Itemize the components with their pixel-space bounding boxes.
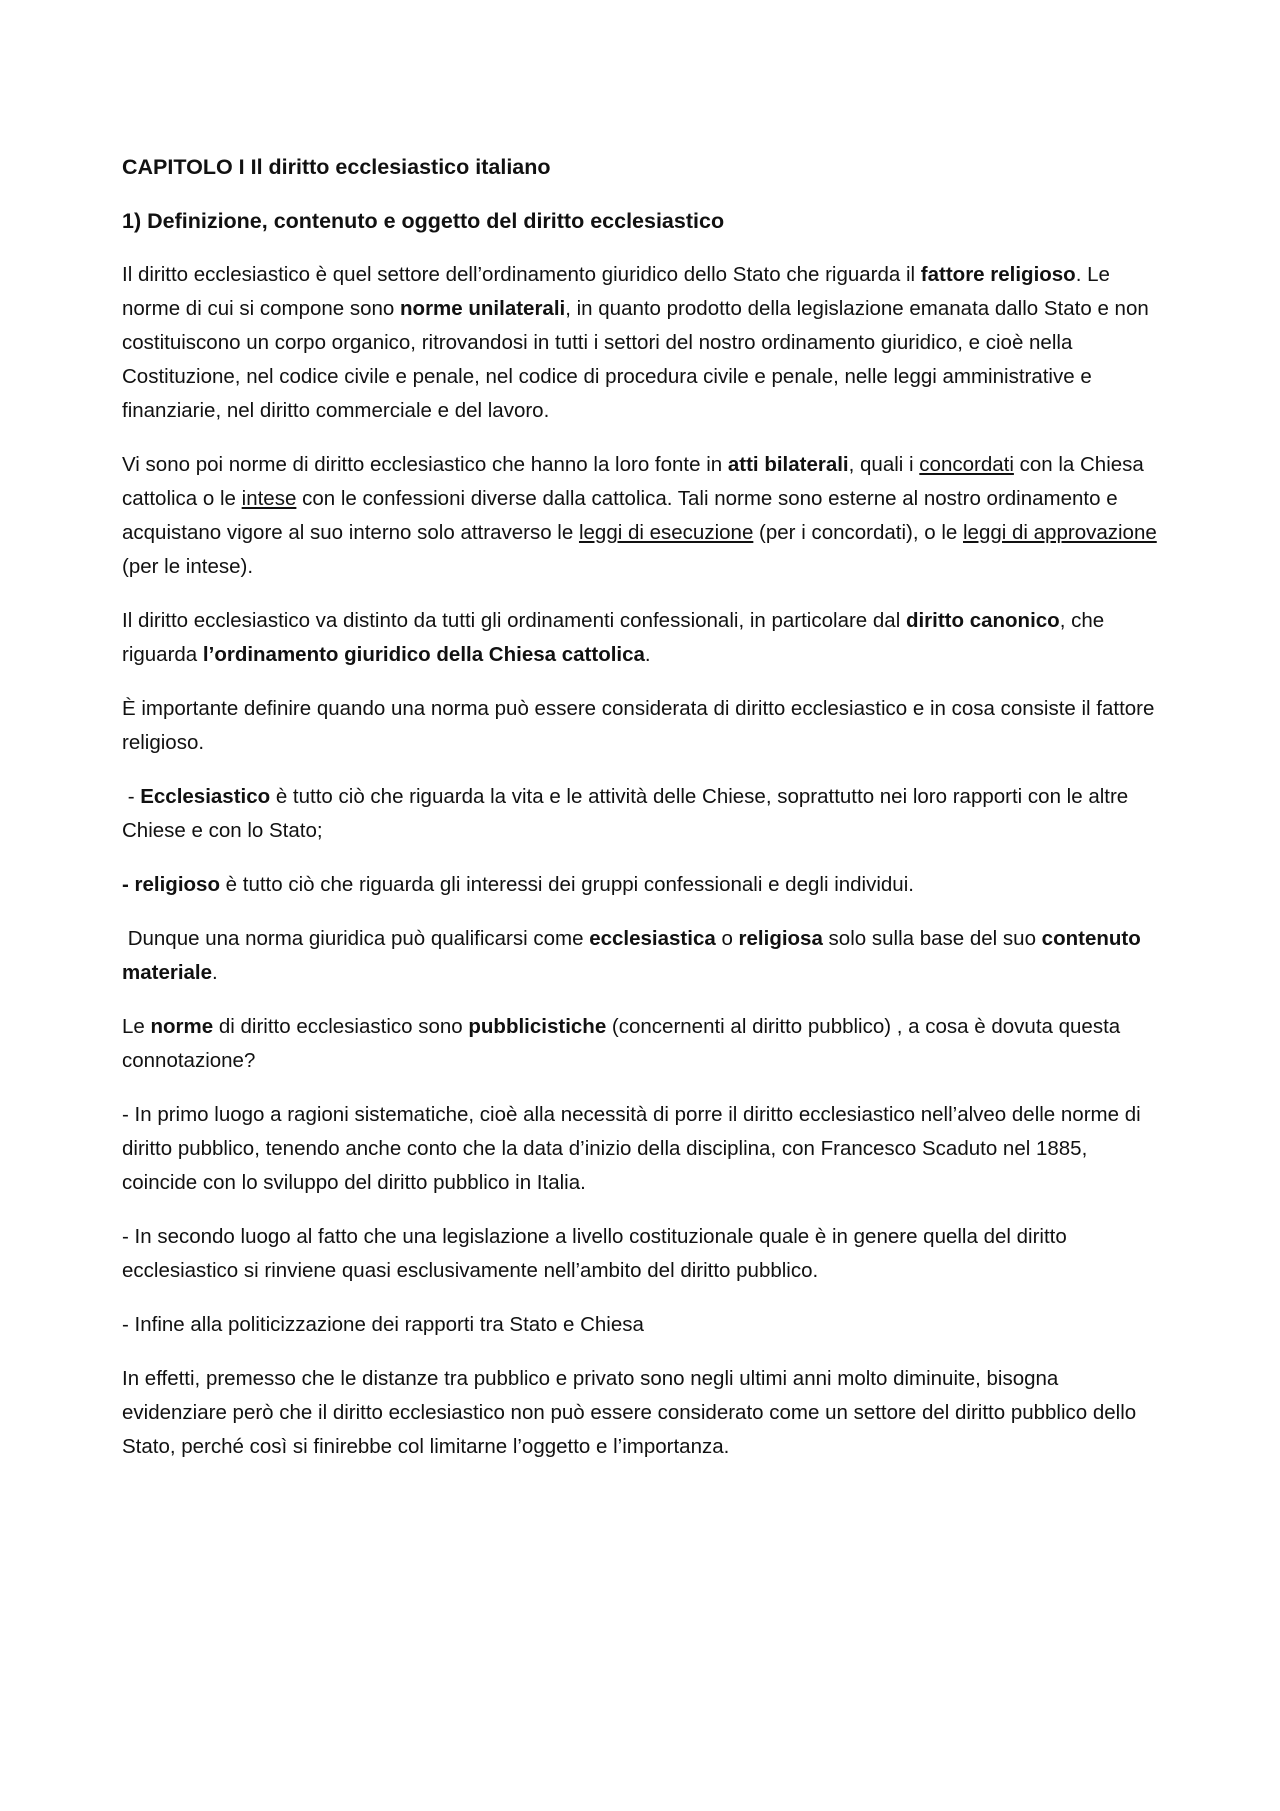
paragraph-canon-law: Il diritto ecclesiastico va distinto da tutti gli ordinamenti confessionali, in particolare dal diritto canonico, che riguarda l’ordinamento giuridico della Chiesa cattolica. xyxy=(122,609,1105,666)
paragraph-public-law: Le norme di diritto ecclesiastico sono pubblicistiche (concernenti al diritto pubblico) , a cosa è dovuta questa connotazione? xyxy=(122,1015,1121,1072)
paragraph-importance: È importante definire quando una norma può essere considerata di diritto ecclesiastico e in cosa consiste il fattore religioso. xyxy=(122,697,1155,754)
bold-term: Ecclesiastico xyxy=(140,785,271,808)
paragraph-religioso: - religioso è tutto ciò che riguarda gli interessi dei gruppi confessionali e degli individui. xyxy=(122,873,914,896)
paragraph-qualification: Dunque una norma giuridica può qualificarsi come ecclesiastica o religiosa solo sulla base del suo contenuto materiale. xyxy=(122,927,1141,984)
paragraph-conclusion: In effetti, premesso che le distanze tra pubblico e privato sono negli ultimi anni molto diminuite, bisogna evidenziare però che il diritto ecclesiastico non può essere considerato come un settore del diritto pubblico dello Stato, perché così si finirebbe col limitarne l’oggetto e l’importanza. xyxy=(122,1367,1137,1458)
chapter-title: CAPITOLO I Il diritto ecclesiastico italiano xyxy=(122,155,551,179)
paragraph-definition: Il diritto ecclesiastico è quel settore dell’ordinamento giuridico dello Stato che riguarda il fattore religioso. Le norme di cui si compone sono norme unilaterali, in quanto prodotto della legislazione emanata dallo Stato e non costituiscono un corpo organico, ritrovandosi in tutti i settori del nostro ordinamento giuridico, e cioè nella Costituzione, nel codice civile e penale, nel codice di procedura civile e penale, nelle leggi amministrative e finanziarie, nel diritto commerciale e del lavoro. xyxy=(122,263,1149,422)
bold-term: norme xyxy=(150,1015,214,1038)
underlined-term: leggi di approvazione xyxy=(963,521,1157,544)
section-title: 1) Definizione, contenuto e oggetto del diritto ecclesiastico xyxy=(122,209,725,233)
bold-term: norme unilaterali xyxy=(400,297,566,320)
underlined-term: concordati xyxy=(919,453,1014,476)
paragraph-reason-3: - Infine alla politicizzazione dei rapporti tra Stato e Chiesa xyxy=(122,1313,644,1336)
bold-term: fattore religioso xyxy=(920,263,1076,286)
paragraph-ecclesiastico: - Ecclesiastico è tutto ciò che riguarda la vita e le attività delle Chiese, soprattutto nei loro rapporti con le altre Chiese e con lo Stato; xyxy=(122,785,1129,842)
bold-term: l’ordinamento giuridico della Chiesa cattolica xyxy=(202,643,645,666)
bold-term: pubblicistiche xyxy=(468,1015,607,1038)
bold-term: religiosa xyxy=(738,927,823,950)
bold-term: ecclesiastica xyxy=(589,927,716,950)
underlined-term: leggi di esecuzione xyxy=(578,521,754,544)
bold-term: contenuto materiale xyxy=(122,927,1141,984)
underlined-term: intese xyxy=(241,487,297,510)
paragraph-bilateral-acts: Vi sono poi norme di diritto ecclesiastico che hanno la loro fonte in atti bilaterali, quali i concordati con la Chiesa cattolica o le intese con le confessioni diverse dalla cattolica. Tali norme sono esterne al nostro ordinamento e acquistano vigore al suo interno solo attraverso le leggi di esecuzione (per i concordati), o le leggi di approvazione (per le intese). xyxy=(122,453,1157,578)
paragraph-reason-1: - In primo luogo a ragioni sistematiche, cioè alla necessità di porre il diritto ecclesiastico nell’alveo delle norme di diritto pubblico, tenendo anche conto che la data d’inizio della disciplina, con Francesco Scaduto nel 1885, coincide con lo sviluppo del diritto pubblico in Italia. xyxy=(122,1103,1141,1194)
bold-term: atti bilaterali xyxy=(727,453,849,476)
paragraph-reason-2: - In secondo luogo al fatto che una legislazione a livello costituzionale quale è in genere quella del diritto ecclesiastico si rinviene quasi esclusivamente nell’ambito del diritto pubblico. xyxy=(122,1225,1067,1282)
bold-term: diritto canonico xyxy=(905,609,1060,632)
bold-term: religioso xyxy=(134,873,220,896)
document-page xyxy=(122,150,1167,1484)
